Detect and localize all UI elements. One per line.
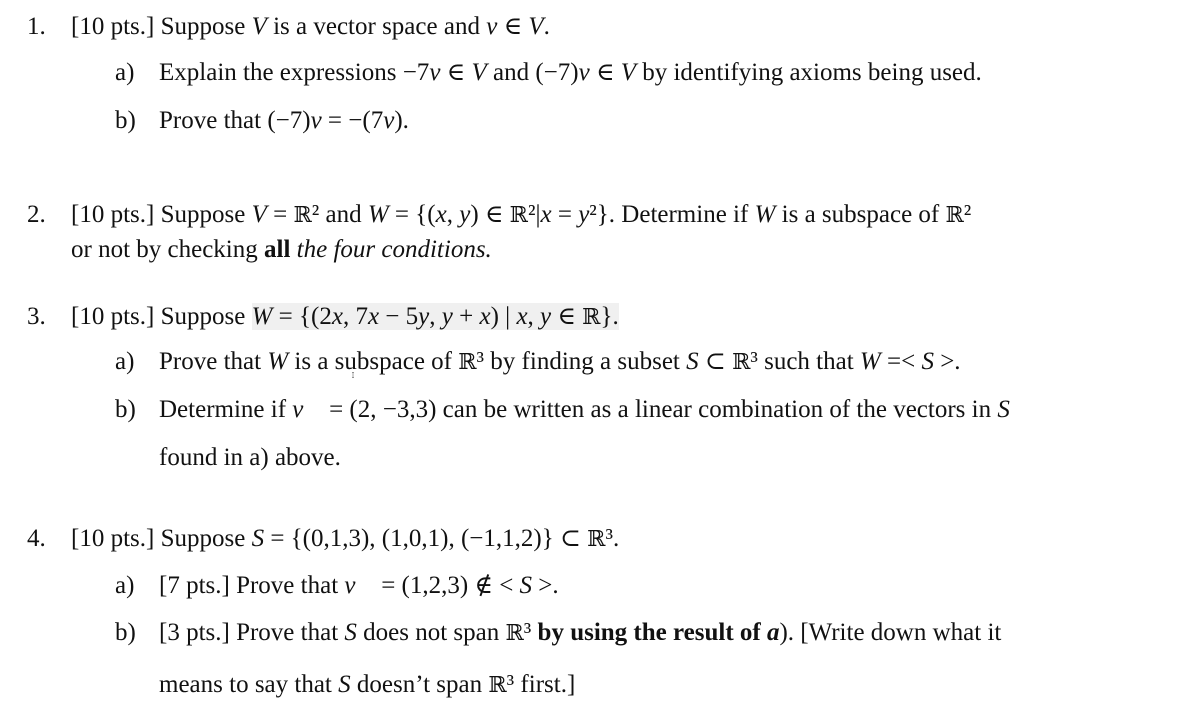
- part-text: Determine if v⃗ = (2, −3,3) can be written as a linear combination of the vectors in S: [159, 396, 1010, 423]
- part-text: [7 pts.] Prove that v⃗ = (1,2,3) ∉ < S >.: [159, 572, 559, 599]
- part-text: Prove that W is a subspace of ℝ³ by finding a subset S ⊂ ℝ³ such that W =< S >.: [159, 348, 961, 375]
- part-label: a): [115, 348, 135, 375]
- part-text: [3 pts.] Prove that S does not span ℝ³ by using the result of a). [Write down what it: [159, 619, 1002, 646]
- part-label: a): [115, 572, 135, 599]
- part-text: Prove that (−7)v = −(7v).: [159, 107, 409, 134]
- problem-stem: [10 pts.] Suppose W = {(2x, 7x − 5y, y + x) | x, y ∈ ℝ}.: [71, 303, 619, 330]
- problem-stem: [10 pts.] Suppose V = ℝ² and W = {(x, y) ∈ ℝ²|x = y²}. Determine if W is a subspace of ℝ²: [71, 201, 972, 228]
- part-text-continued: found in a) above.: [159, 444, 341, 471]
- part-label: b): [115, 396, 136, 423]
- problem-number: 3.: [27, 303, 46, 330]
- problem-number: 1.: [27, 13, 46, 40]
- text-cursor-icon: [352, 366, 354, 384]
- problem-stem-continued: or not by checking all the four conditions.: [71, 236, 492, 263]
- part-text-continued: means to say that S doesn’t span ℝ³ first.]: [159, 671, 576, 698]
- part-label: b): [115, 107, 136, 134]
- problem-number: 4.: [27, 525, 46, 552]
- problem-number: 2.: [27, 201, 46, 228]
- part-label: a): [115, 59, 135, 86]
- part-text: Explain the expressions −7v ∈ V and (−7)v ∈ V by identifying axioms being used.: [159, 59, 982, 86]
- problem-stem: [10 pts.] Suppose V is a vector space and v ∈ V.: [71, 13, 550, 40]
- part-label: b): [115, 619, 136, 646]
- problem-stem: [10 pts.] Suppose S = {(0,1,3), (1,0,1), (−1,1,2)} ⊂ ℝ³.: [71, 525, 620, 552]
